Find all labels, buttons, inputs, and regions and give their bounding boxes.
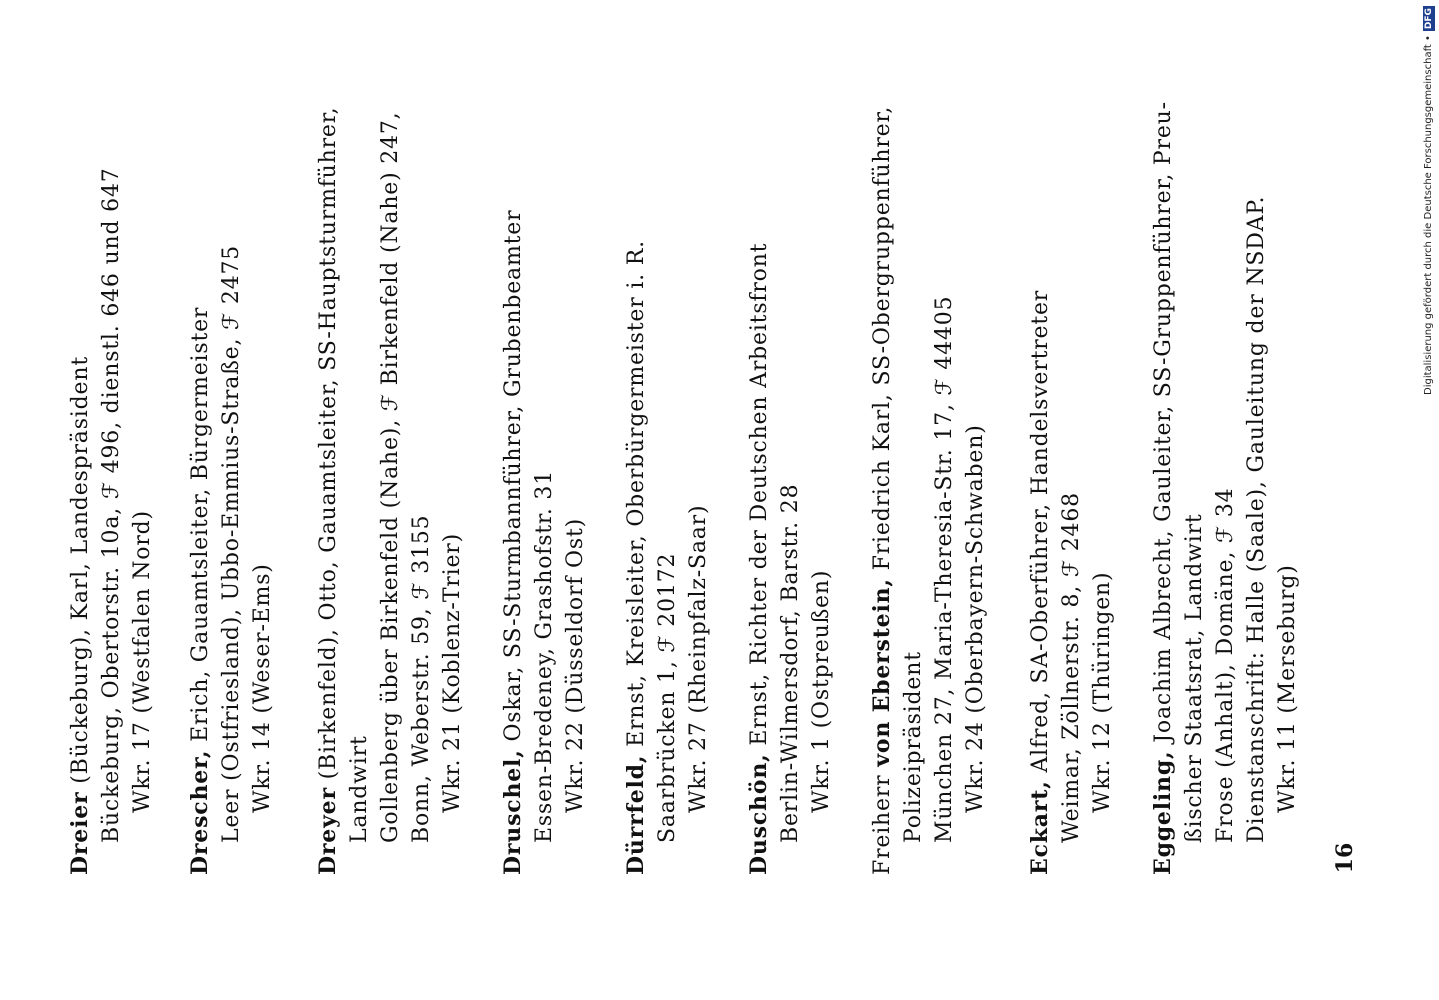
entry-duerrfeld	[621, 85, 714, 875]
entry-name: Dreier	[67, 791, 93, 875]
entry-details: (Birkenfeld), Otto, Gauamtsleiter, SS-Hauptsturmführer,	[316, 106, 341, 788]
entry-district: Wkr. 22 (Düsseldorf Ost)	[563, 518, 588, 813]
entry-details: (Bückeburg), Karl, Landespräsident	[68, 356, 93, 792]
entry-drescher	[185, 85, 278, 875]
entry-eberstein	[867, 85, 991, 875]
entry-details: Erich, Gauamtsleiter, Bürgermeister	[188, 306, 213, 750]
entry-heading	[1148, 85, 1179, 875]
entry-details-cont: Polizeipräsident	[901, 651, 926, 843]
entry-details: Ernst, Richter der Deutschen Arbeitsfront	[747, 242, 772, 754]
entry-district: Wkr. 14 (Weser-Ems)	[250, 563, 275, 813]
entry-district: Wkr. 24 (Oberbayern-Schwaben)	[963, 424, 988, 813]
entry-district: Wkr. 1 (Ostpreußen)	[809, 569, 834, 813]
entry-name: Eggeling,	[1150, 750, 1176, 875]
entry-heading	[867, 85, 898, 875]
funding-text: Digitalisierung gefördert durch die Deutsche Forschungsgemeinschaft •	[1423, 35, 1434, 395]
entry-druschel	[498, 85, 591, 875]
entry-district: Wkr. 11 (Merseburg)	[1275, 564, 1300, 813]
entry-details: Friedrich Karl, SS-Obergruppenführer,	[870, 105, 895, 579]
entry-address: Leer (Ostfriesland), Ubbo-Emmius-Straße, ℱ 2475	[219, 244, 244, 843]
entry-heading	[1025, 85, 1056, 875]
entry-heading	[185, 85, 216, 875]
entry-details-cont: Landwirt	[347, 735, 372, 843]
entry-heading	[65, 85, 96, 875]
entry-details: Oskar, SS-Sturmbannführer, Grubenbeamter	[501, 209, 526, 750]
entries-block	[65, 85, 1365, 875]
page-number: 16	[1332, 842, 1358, 874]
entry-district: Wkr. 21 (Koblenz-Trier)	[440, 533, 465, 813]
entry-address-2: Dienstanschrift: Halle (Saale), Gauleitung der NSDAP.	[1244, 195, 1269, 843]
entry-address: Gollenberg über Birkenfeld (Nahe), ℱ Birkenfeld (Nahe) 247,	[378, 111, 403, 843]
entry-details-cont: ßischer Staatsrat, Landwirt	[1182, 513, 1207, 843]
dfg-logo: DFG	[1424, 8, 1434, 30]
entry-address: München 27, Maria-Theresia-Str. 17, ℱ 44405	[932, 295, 957, 843]
entry-name: Eckart,	[1027, 780, 1053, 875]
entry-address: Essen-Bredeney, Grashofstr. 31	[532, 469, 557, 843]
entry-details: Ernst, Kreisleiter, Oberbürgermeister i. R.	[624, 240, 649, 755]
entry-name: Druschel,	[500, 749, 526, 875]
entry-dreier	[65, 85, 158, 875]
entry-duschoen	[744, 85, 837, 875]
entry-district: Wkr. 17 (Westfalen Nord)	[130, 510, 155, 813]
entry-name: Duschön,	[746, 753, 772, 875]
entry-dreyer	[313, 85, 468, 875]
entry-heading	[744, 85, 775, 875]
entry-name: Dürrfeld,	[623, 754, 649, 875]
entry-eggeling	[1148, 85, 1303, 875]
entry-heading	[498, 85, 529, 875]
entry-address: Saarbrücken 1, ℱ 20172	[655, 552, 680, 843]
entry-address-2: Bonn, Weberstr. 59, ℱ 3155	[409, 514, 434, 843]
entry-name: Drescher,	[187, 749, 213, 875]
entry-district: Wkr. 27 (Rheinpfalz-Saar)	[686, 504, 711, 813]
entry-address: Berlin-Wilmersdorf, Barstr. 28	[778, 483, 803, 843]
entry-name: Dreyer	[315, 787, 341, 875]
entry-address: Frose (Anhalt), Domäne, ℱ 34	[1213, 487, 1238, 843]
entry-eckart	[1025, 85, 1118, 875]
funding-note	[1422, 5, 1436, 395]
entry-heading	[313, 85, 344, 875]
entry-title: Freiherr	[870, 766, 895, 875]
entry-details: Joachim Albrecht, Gauleiter, SS-Gruppenführer, Preu-	[1151, 101, 1176, 751]
entry-name: von Eberstein,	[869, 578, 895, 767]
entry-district: Wkr. 12 (Thüringen)	[1090, 571, 1115, 813]
entry-address: Weimar, Zöllnerstr. 8, ℱ 2468	[1059, 492, 1084, 843]
entry-details: Alfred, SA-Oberführer, Handelsvertreter	[1028, 289, 1053, 781]
entry-address: Bückeburg, Obertorstr. 10a, ℱ 496, dienstl. 646 und 647	[99, 167, 124, 843]
entry-heading	[621, 85, 652, 875]
